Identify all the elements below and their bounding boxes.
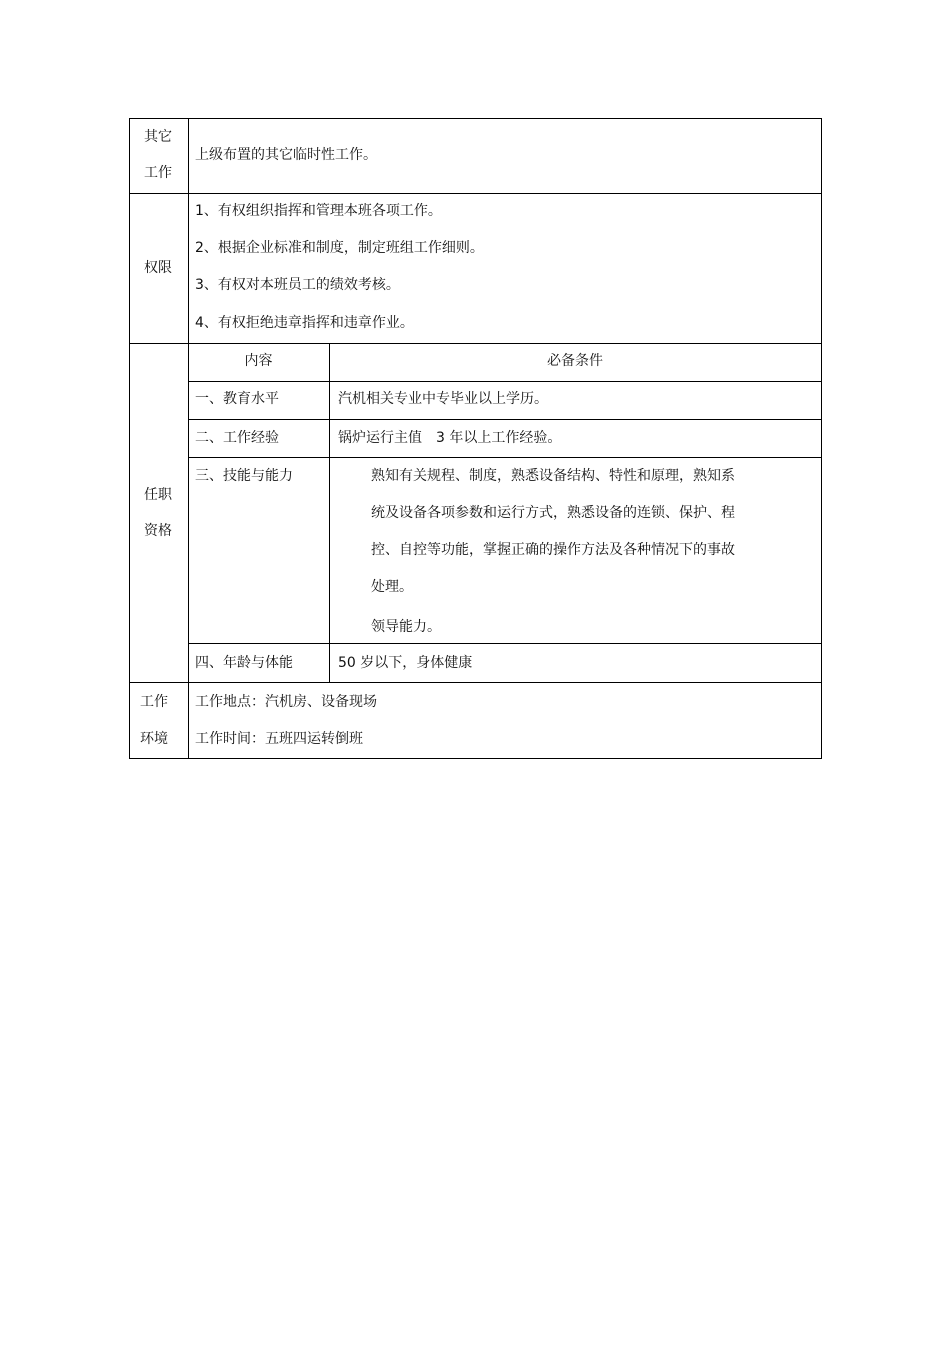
skills-requirement-line-3: 控、自控等功能，掌握正确的操作方法及各种情况下的事故 [371,542,735,558]
authority-item-3: 3、有权对本班员工的绩效考核。 [195,277,400,293]
table-divider-authority-qualification [129,343,822,344]
table-divider-education [188,419,822,420]
skills-item: 三、技能与能力 [195,468,293,484]
education-item: 一、教育水平 [195,391,279,407]
skills-requirement-line-5: 领导能力。 [371,619,441,635]
experience-requirement: 锅炉运行主值 3 年以上工作经验。 [338,430,562,446]
other-work-label-line2: 工作 [144,165,172,181]
table-divider-experience [188,457,822,458]
qualification-label-line2: 资格 [144,523,172,539]
table-border-top [129,118,822,119]
experience-item: 二、工作经验 [195,430,279,446]
education-requirement: 汽机相关专业中专毕业以上学历。 [338,391,548,407]
work-location: 工作地点：汽机房、设备现场 [195,694,377,710]
table-border-bottom [129,758,822,759]
work-environment-label-line2: 环境 [140,731,168,747]
qualification-header-content: 内容 [244,353,273,369]
other-work-content: 上级布置的其它临时性工作。 [195,147,377,163]
table-divider-qualification-header [188,381,822,382]
table-divider-other-authority [129,193,822,194]
table-divider-skills [188,643,822,644]
table-divider-qualification-environment [129,682,822,683]
job-description-table [129,118,822,759]
authority-label: 权限 [144,260,172,276]
qualification-header-requirement: 必备条件 [547,353,603,369]
authority-item-1: 1、有权组织指挥和管理本班各项工作。 [195,203,442,219]
skills-requirement-line-2: 统及设备各项参数和运行方式，熟悉设备的连锁、保护、程 [371,505,735,521]
table-label-divider [188,118,189,759]
work-time: 工作时间：五班四运转倒班 [195,731,363,747]
age-requirement: 50 岁以下，身体健康 [338,655,473,671]
qualification-label-line1: 任职 [144,487,172,503]
authority-item-4: 4、有权拒绝违章指挥和违章作业。 [195,315,414,331]
skills-requirement-line-1: 熟知有关规程、制度，熟悉设备结构、特性和原理，熟知系 [371,468,735,484]
other-work-label-line1: 其它 [144,129,172,145]
table-border-left [129,118,130,759]
age-item: 四、年龄与体能 [195,655,293,671]
work-environment-label-line1: 工作 [140,694,168,710]
authority-item-2: 2、根据企业标准和制度，制定班组工作细则。 [195,240,484,256]
table-qualification-inner-divider [329,343,330,683]
skills-requirement-line-4: 处理。 [371,579,413,595]
table-border-right [821,118,822,759]
